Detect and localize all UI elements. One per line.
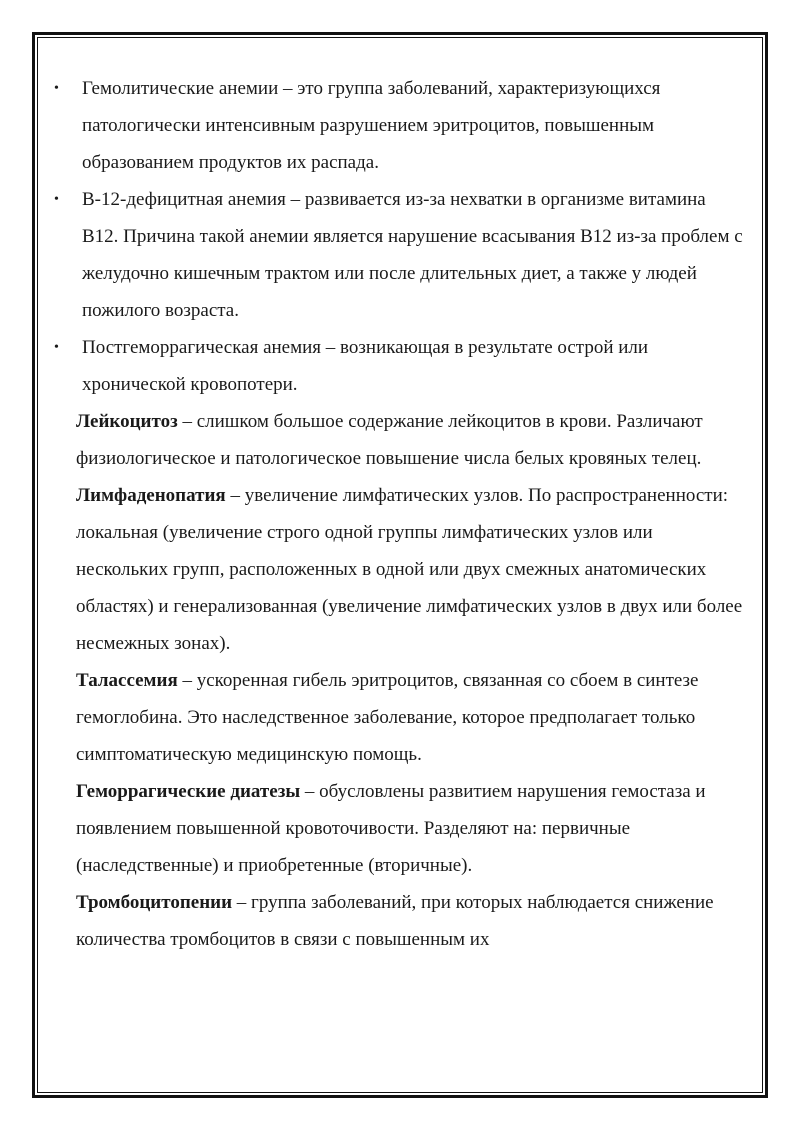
definition-term: Тромбоцитопении [76, 892, 233, 913]
definition-term: Талассемия [76, 670, 178, 691]
bullet-text: Постгеморрагическая анемия – возникающая в результате острой или хронической кровопотери. [82, 337, 649, 395]
bullet-item-b12 [54, 181, 744, 329]
definition-hemorrhagic-diathesis [54, 773, 744, 884]
definition-term: Лейкоцитоз [76, 411, 178, 432]
definition-text: – увеличение лимфатических узлов. По распространенности: локальная (увеличение строго одной группы лимфатических узлов или нескольких групп, расположенных в одной или двух смежных анатомических областях) и генерализованная (увеличение лимфатических узлов в двух или более несмежных зонах). [76, 485, 743, 654]
bullet-item-posthemorrhagic [54, 329, 744, 403]
bullet-text: Гемолитические анемии – это группа заболеваний, характеризующихся патологически интенсивным разрушением эритроцитов, повышенным образованием продуктов их распада. [82, 78, 661, 173]
definition-term: Геморрагические диатезы [76, 781, 301, 802]
definition-text: – группа заболеваний, при которых наблюдается снижение количества тромбоцитов в связи с повышенным их [76, 892, 714, 950]
definition-thrombocytopenia [54, 884, 744, 958]
definition-lymphadenopathy [54, 477, 744, 662]
definition-text: – обусловлены развитием нарушения гемостаза и появлением повышенной кровоточивости. Разделяют на: первичные (наследственные) и приобретенные (вторичные). [76, 781, 706, 876]
definition-text: – ускоренная гибель эритроцитов, связанная со сбоем в синтезе гемоглобина. Это наследственное заболевание, которое предполагает только симптоматическую медицинскую помощь. [76, 670, 699, 765]
anemia-bullet-list [54, 70, 744, 403]
document-body [54, 70, 744, 958]
definition-text: – слишком большое содержание лейкоцитов в крови. Различают физиологическое и патологическое повышение числа белых кровяных телец. [76, 411, 703, 469]
bullet-item-hemolytic [54, 70, 744, 181]
bullet-icon: • [54, 340, 59, 355]
bullet-icon: • [54, 81, 59, 96]
bullet-icon: • [54, 192, 59, 207]
bullet-text: В-12-дефицитная анемия – развивается из-за нехватки в организме витамина В12. Причина такой анемии является нарушение всасывания В12 из-за проблем с желудочно кишечным трактом или после длительных диет, а также у людей пожилого возраста. [82, 189, 743, 321]
definition-leukocytosis [54, 403, 744, 477]
definition-thalassemia [54, 662, 744, 773]
definition-term: Лимфаденопатия [76, 485, 226, 506]
